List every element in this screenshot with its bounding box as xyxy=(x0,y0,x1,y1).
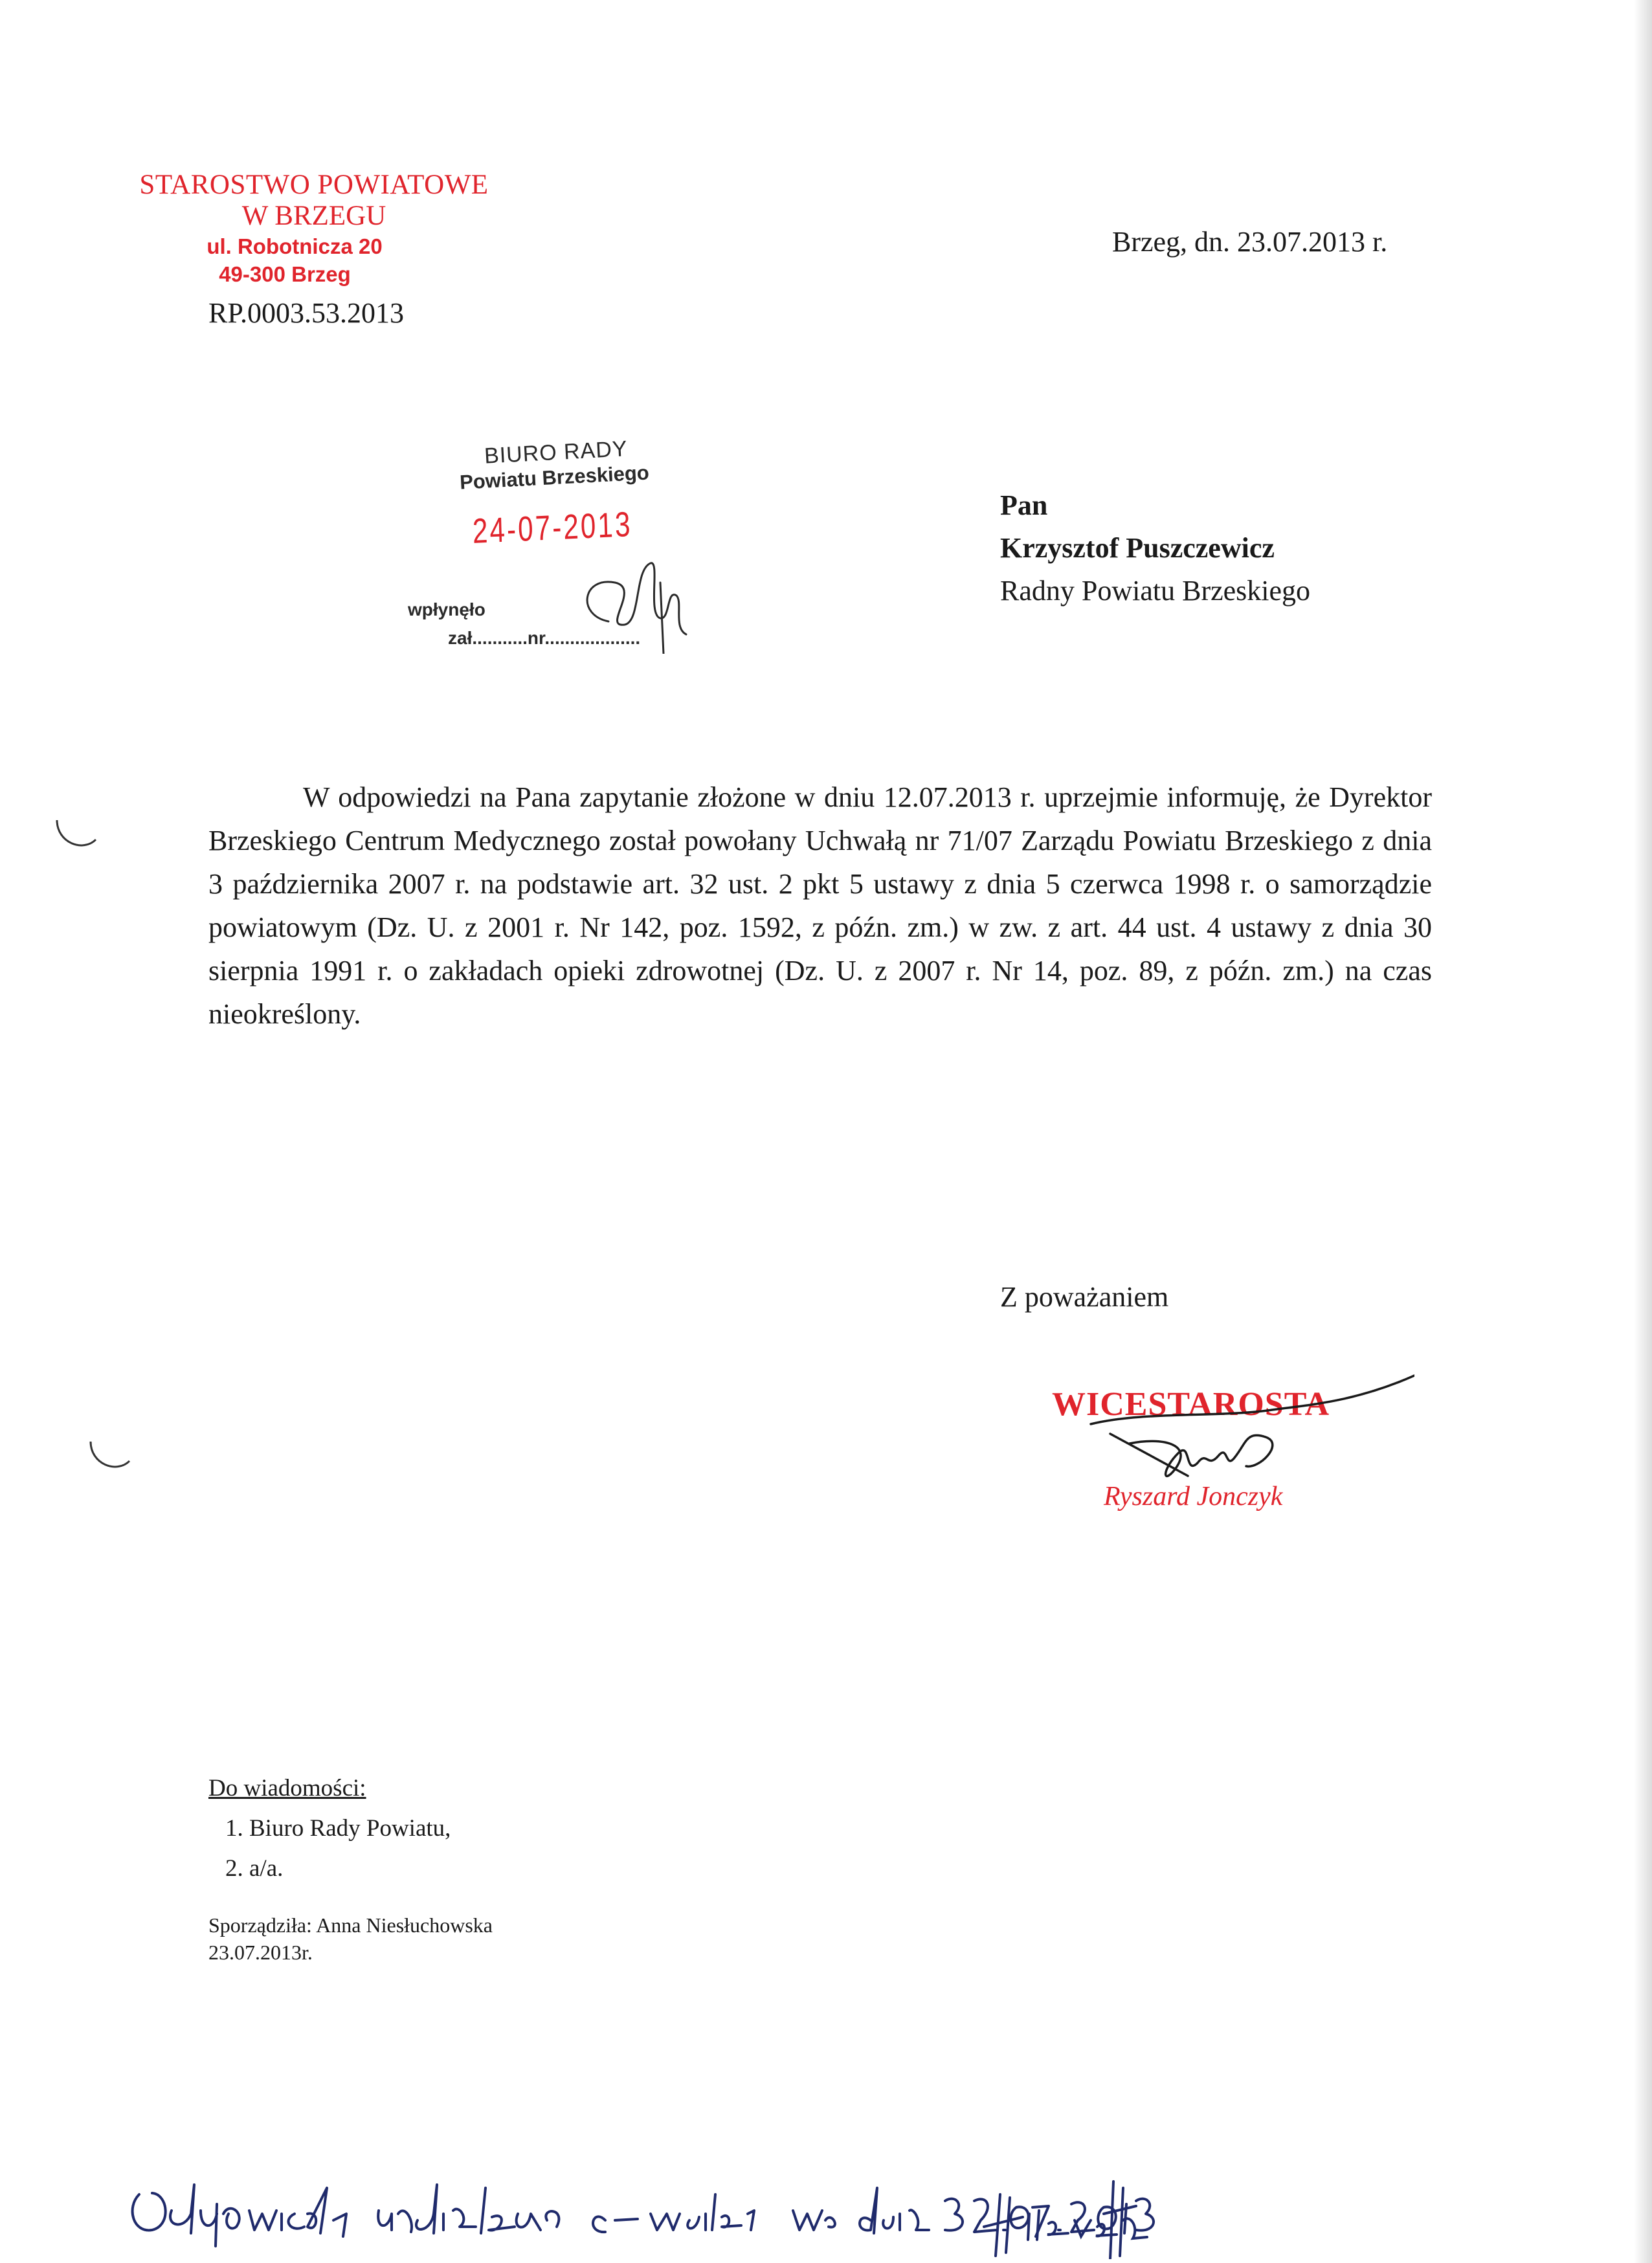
distribution-item: 2. a/a. xyxy=(225,1855,284,1882)
letter-body xyxy=(208,775,1432,1036)
punch-hole-mark xyxy=(84,1438,136,1477)
prepared-by-date: 23.07.2013r. xyxy=(208,1941,313,1964)
signature-stamp-name: Ryszard Jonczyk xyxy=(1104,1482,1283,1511)
addressee-title: Radny Powiatu Brzeskiego xyxy=(1000,575,1311,607)
received-stamp-attachments: zał...........nr................... xyxy=(448,628,641,648)
received-initials-signature xyxy=(563,544,693,654)
handwritten-initials xyxy=(977,2188,1185,2259)
punch-hole-mark xyxy=(50,817,102,856)
place-and-date: Brzeg, dn. 23.07.2013 r. xyxy=(1112,226,1388,258)
received-stamp-received-label: wpłynęło xyxy=(408,599,486,619)
scan-edge-shadow xyxy=(1634,0,1652,2263)
office-stamp-city: 49-300 Brzeg xyxy=(219,262,351,286)
office-stamp xyxy=(126,170,502,287)
signature-stamp xyxy=(1052,1372,1414,1528)
signature-stamp-title: WICESTAROSTA xyxy=(1052,1386,1330,1423)
received-stamp xyxy=(408,436,744,673)
received-stamp-office: BIURO RADY xyxy=(484,436,629,469)
reference-number: RP.0003.53.2013 xyxy=(208,297,404,329)
addressee-salutation: Pan xyxy=(1000,489,1048,521)
letter-body-text: W odpowiedzi na Pana zapytanie złożone w dniu 12.07.2013 r. uprzejmie informuję, że Dyrektor Brzeskiego Centrum Medycznego został powołany Uchwałą nr 71/07 Zarządu Powiatu Brzeskiego z dnia 3 października 2007 r. na podstawie art. 32 ust. 2 pkt 5 ustawy z dnia 5 czerwca 1998 r. o samorządzie powiatowym (Dz. U. z 2001 r. Nr 142, poz. 1592, z późn. zm.) w zw. z art. 44 ust. 4 ustawy z dnia 30 sierpnia 1991 r. o zakładach opieki zdrowotnej (Dz. U. z 2007 r. Nr 14, poz. 89, z późn. zm.) na czas nieokreślony. xyxy=(208,781,1432,1030)
received-stamp-date: 24-07-2013 xyxy=(472,504,633,551)
distribution-heading: Do wiadomości: xyxy=(208,1775,366,1801)
handwritten-signature xyxy=(1052,1372,1414,1528)
prepared-by-name: Sporządziła: Anna Niesłuchowska xyxy=(208,1913,493,1937)
distribution-list xyxy=(208,1768,451,1889)
office-stamp-line2: W BRZEGU xyxy=(241,201,386,231)
distribution-item: 1. Biuro Rady Powiatu, xyxy=(225,1815,451,1842)
prepared-by xyxy=(208,1912,493,1966)
closing-phrase: Z poważaniem xyxy=(1000,1281,1169,1313)
office-stamp-street: ul. Robotnicza 20 xyxy=(206,234,383,258)
addressee-block xyxy=(1000,484,1310,612)
office-stamp-line1: STAROSTWO POWIATOWE xyxy=(139,170,489,200)
received-stamp-county: Powiatu Brzeskiego xyxy=(459,461,650,494)
addressee-name: Krzysztof Puszczewicz xyxy=(1000,532,1275,564)
